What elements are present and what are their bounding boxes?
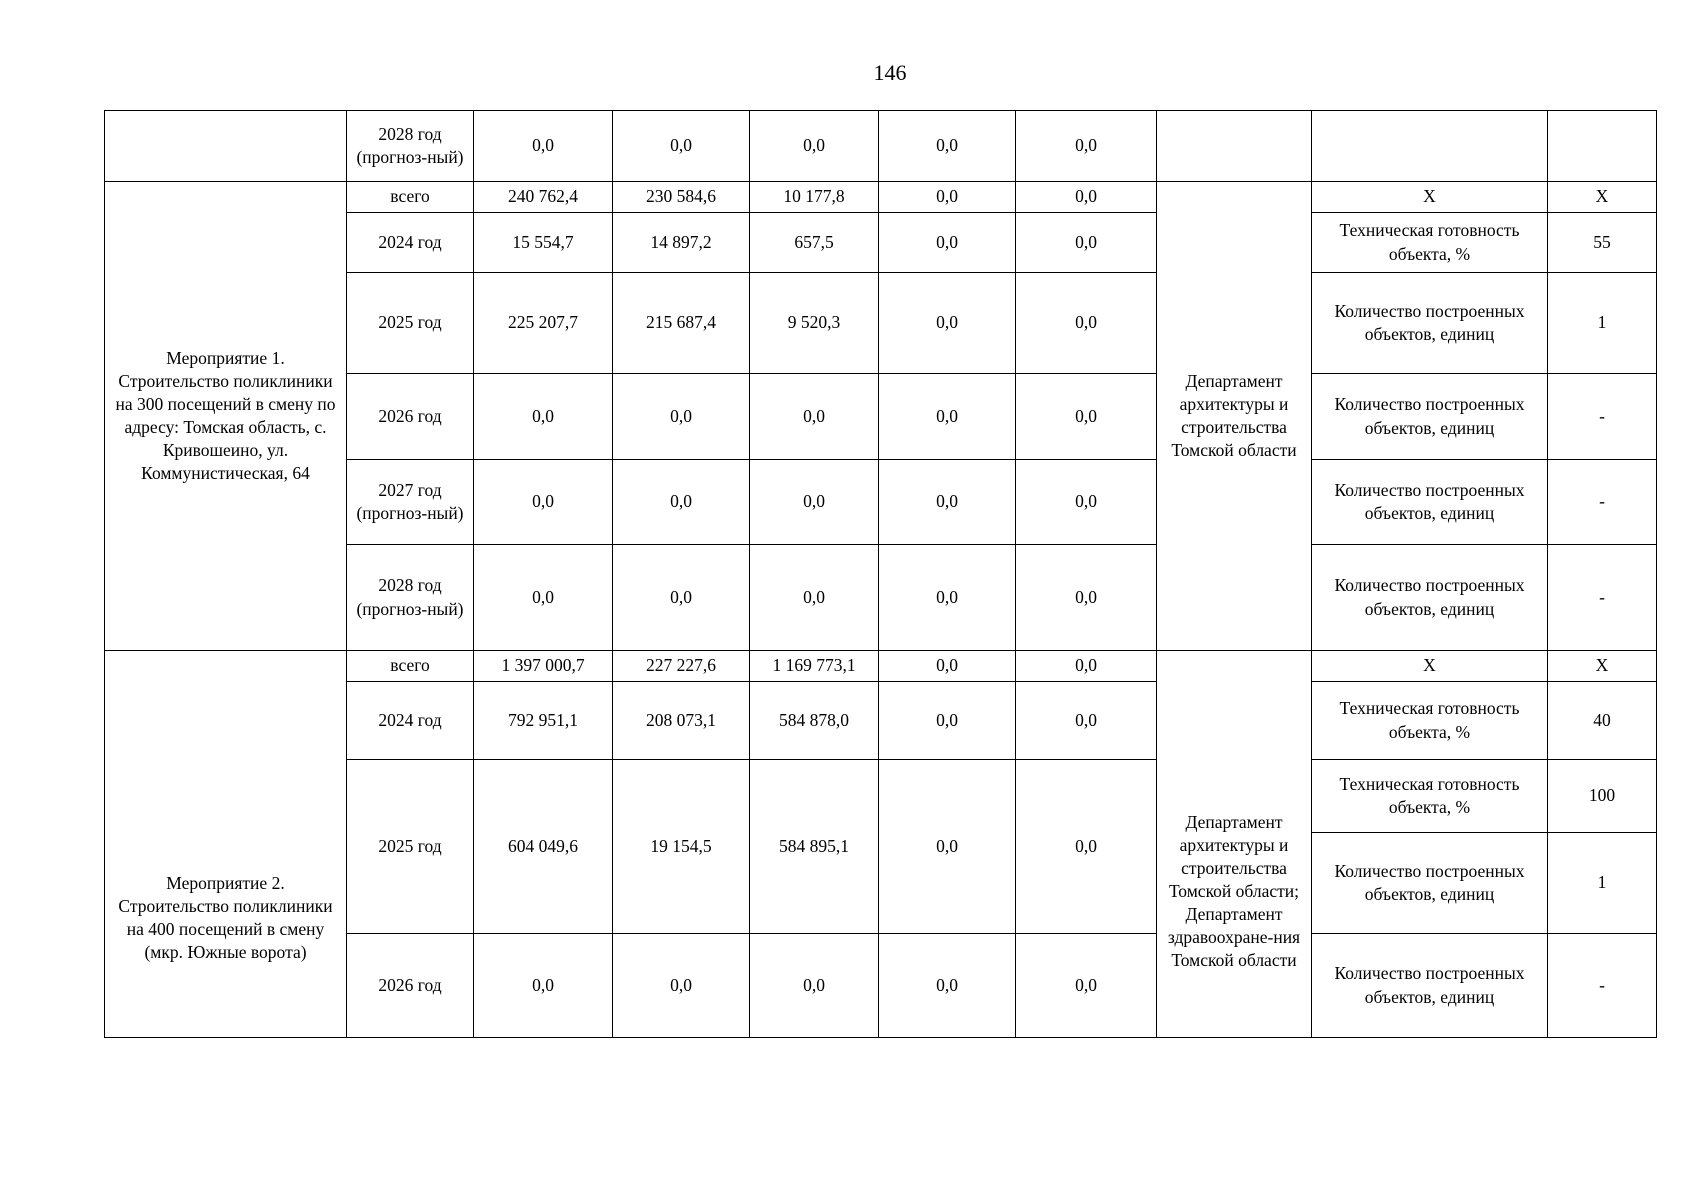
value-cell: 584 878,0 [750, 682, 879, 760]
value-cell: 0,0 [474, 374, 613, 460]
table-row [105, 182, 1657, 213]
year-cell: 2026 год [347, 934, 474, 1038]
indicator-cell: Х [1312, 182, 1548, 213]
value-cell: 0,0 [613, 934, 750, 1038]
year-cell: 2024 год [347, 682, 474, 760]
value-cell: 0,0 [1016, 273, 1157, 374]
value-cell: 0,0 [613, 545, 750, 651]
event-title: Мероприятие 2. Строительство поликлиники на 400 посещений в смену (мкр. Южные ворота) [105, 651, 347, 1038]
year-cell: 2026 год [347, 374, 474, 460]
value-cell: 9 520,3 [750, 273, 879, 374]
value-cell: 208 073,1 [613, 682, 750, 760]
department-cell: Департамент архитектуры и строительства Томской области; Департамент здравоохране-ния Томской области [1157, 651, 1312, 1038]
program-table [104, 110, 1657, 1038]
value-cell: 1 397 000,7 [474, 651, 613, 682]
value-cell: 0,0 [879, 213, 1016, 273]
value-cell: 0,0 [474, 111, 613, 182]
target-cell: Х [1548, 182, 1657, 213]
value-cell: 0,0 [879, 111, 1016, 182]
value-cell: 0,0 [879, 934, 1016, 1038]
year-cell: 2024 год [347, 213, 474, 273]
value-cell: 657,5 [750, 213, 879, 273]
target-cell: 55 [1548, 213, 1657, 273]
value-cell: 0,0 [879, 760, 1016, 934]
indicator-cell: Количество построенных объектов, единиц [1312, 833, 1548, 934]
target-cell: - [1548, 460, 1657, 545]
value-cell: 19 154,5 [613, 760, 750, 934]
department-cell: Департамент архитектуры и строительства Томской области [1157, 182, 1312, 651]
indicator-cell: Техническая готовность объекта, % [1312, 682, 1548, 760]
value-cell: 0,0 [1016, 374, 1157, 460]
value-cell: 0,0 [879, 273, 1016, 374]
value-cell: 0,0 [474, 545, 613, 651]
indicator-cell: Количество построенных объектов, единиц [1312, 460, 1548, 545]
value-cell: 225 207,7 [474, 273, 613, 374]
value-cell: 215 687,4 [613, 273, 750, 374]
indicator-cell: Количество построенных объектов, единиц [1312, 934, 1548, 1038]
value-cell: 0,0 [1016, 460, 1157, 545]
value-cell: 0,0 [879, 545, 1016, 651]
target-cell: Х [1548, 651, 1657, 682]
value-cell: 0,0 [879, 651, 1016, 682]
value-cell: 230 584,6 [613, 182, 750, 213]
value-cell: 0,0 [1016, 760, 1157, 934]
table-row [105, 111, 1657, 182]
value-cell: 0,0 [1016, 545, 1157, 651]
value-cell: 0,0 [1016, 682, 1157, 760]
value-cell: 0,0 [879, 182, 1016, 213]
value-cell: 0,0 [1016, 213, 1157, 273]
department-cell [1157, 111, 1312, 182]
value-cell: 227 227,6 [613, 651, 750, 682]
value-cell: 240 762,4 [474, 182, 613, 213]
indicator-cell: Техническая готовность объекта, % [1312, 760, 1548, 833]
event-cell [105, 111, 347, 182]
year-cell: 2025 год [347, 273, 474, 374]
value-cell: 0,0 [613, 374, 750, 460]
value-cell: 584 895,1 [750, 760, 879, 934]
value-cell: 0,0 [1016, 934, 1157, 1038]
target-cell: 1 [1548, 273, 1657, 374]
target-cell: 1 [1548, 833, 1657, 934]
target-cell: - [1548, 545, 1657, 651]
indicator-cell: Количество построенных объектов, единиц [1312, 273, 1548, 374]
year-cell: 2027 год (прогноз-ный) [347, 460, 474, 545]
indicator-cell: Количество построенных объектов, единиц [1312, 374, 1548, 460]
page-number: 146 [873, 60, 907, 85]
target-cell: 100 [1548, 760, 1657, 833]
target-cell: - [1548, 934, 1657, 1038]
value-cell: 0,0 [879, 374, 1016, 460]
event-title: Мероприятие 1. Строительство поликлиники на 300 посещений в смену по адресу: Томская область, с. Кривошеино, ул. Коммунистическая, 64 [105, 182, 347, 651]
year-cell: всего [347, 182, 474, 213]
year-cell: 2028 год (прогноз-ный) [347, 545, 474, 651]
value-cell: 1 169 773,1 [750, 651, 879, 682]
value-cell: 0,0 [1016, 111, 1157, 182]
value-cell: 0,0 [1016, 182, 1157, 213]
value-cell: 0,0 [750, 374, 879, 460]
value-cell: 0,0 [750, 111, 879, 182]
indicator-cell [1312, 111, 1548, 182]
value-cell: 15 554,7 [474, 213, 613, 273]
target-cell [1548, 111, 1657, 182]
indicator-cell: Х [1312, 651, 1548, 682]
indicator-cell: Техническая готовность объекта, % [1312, 213, 1548, 273]
year-cell: 2025 год [347, 760, 474, 934]
value-cell: 0,0 [750, 545, 879, 651]
target-cell: - [1548, 374, 1657, 460]
value-cell: 0,0 [879, 682, 1016, 760]
indicator-cell: Количество построенных объектов, единиц [1312, 545, 1548, 651]
value-cell: 0,0 [750, 460, 879, 545]
value-cell: 0,0 [750, 934, 879, 1038]
value-cell: 0,0 [474, 934, 613, 1038]
value-cell: 10 177,8 [750, 182, 879, 213]
year-cell: 2028 год (прогноз-ный) [347, 111, 474, 182]
year-cell: всего [347, 651, 474, 682]
value-cell: 0,0 [879, 460, 1016, 545]
value-cell: 0,0 [613, 111, 750, 182]
table-row [105, 651, 1657, 682]
value-cell: 604 049,6 [474, 760, 613, 934]
value-cell: 0,0 [474, 460, 613, 545]
value-cell: 14 897,2 [613, 213, 750, 273]
value-cell: 792 951,1 [474, 682, 613, 760]
value-cell: 0,0 [613, 460, 750, 545]
value-cell: 0,0 [1016, 651, 1157, 682]
target-cell: 40 [1548, 682, 1657, 760]
